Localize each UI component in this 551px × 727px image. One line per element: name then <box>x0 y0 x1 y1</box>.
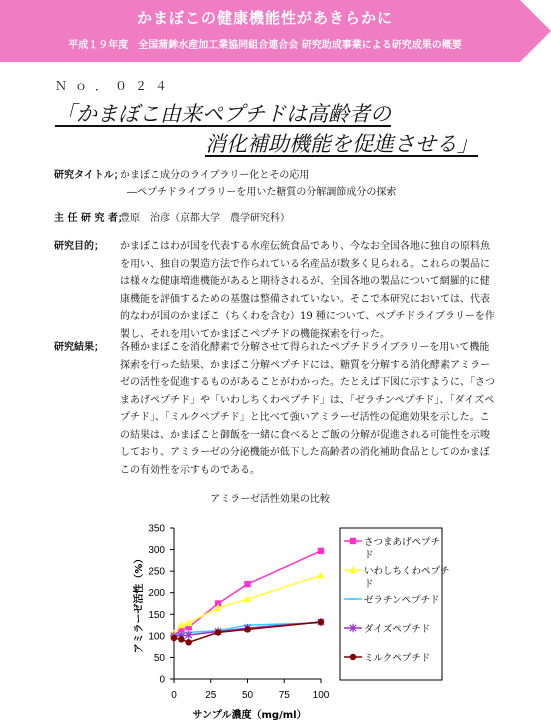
purpose-line: は様々な健康増進機能があると期待されるが、全国各地の製品について網羅的に健 <box>120 276 490 287</box>
y-tick-label: 200 <box>148 588 165 600</box>
x-axis-label: サンプル濃度（mg/ml） <box>192 710 307 721</box>
data-point <box>317 571 324 578</box>
researcher-label: 主 任 研 究 者； <box>54 213 128 224</box>
research-title-label: 研究タイトル； <box>54 170 124 181</box>
legend-label: いわしちくわペプチ <box>364 566 450 577</box>
purpose-line: 的なわが国のかまぼこ（ちくわを含む）19 種について、ペプチドライブラリーを作 <box>120 311 495 322</box>
purpose-line: を用い、独自の製造方法で作られている名産品が数多く見られる。これらの製品に <box>120 258 490 270</box>
x-tick-label: 25 <box>205 690 217 701</box>
legend-label: さつまあげペプチ <box>364 537 441 548</box>
purpose-label: 研究目的； <box>54 241 104 252</box>
purpose-line: かまぼこはわが国を代表する水産伝統食品であり、今なお全国各地に独自の原料魚 <box>120 241 490 252</box>
legend-label: ダイズペプチド <box>364 624 431 635</box>
results-line: の結果は、かまぼこと御飯を一緒に食べるとご飯の分解が促進される可能性を示唆 <box>120 429 490 441</box>
headline-line-2: 消化補助機能を促進させる」 <box>205 132 478 156</box>
data-point <box>318 548 324 554</box>
legend-label: ミルクペプチド <box>364 653 431 664</box>
data-point <box>350 654 356 660</box>
headline-line-1: 「かまぼこ由来ペプチドは高齢者の <box>55 102 391 126</box>
banner-subtitle: 平成１９年度 全国蒲鉾水産加工業協同組合連合会 研究助成事業による研究成果の概要 <box>68 40 462 51</box>
banner-title: かまぼこの健康機能性があきらかに <box>136 9 393 27</box>
x-tick-label: 0 <box>171 690 177 701</box>
y-tick-label: 0 <box>159 674 165 686</box>
legend-label: ゼラチンペプチド <box>364 595 440 606</box>
data-point <box>186 639 192 645</box>
y-tick-label: 150 <box>148 609 165 621</box>
x-tick-label: 100 <box>312 690 330 701</box>
data-point <box>244 581 250 587</box>
research-title-line-2: ―ペプチドライブラリーを用いた糖質の分解調節成分の探索 <box>127 187 397 198</box>
results-line: まあげペプチド」や「いわしちくわペプチド」は、「ゼラチンペプチド」、「ダイズペ <box>120 394 495 406</box>
legend-label: ド <box>364 550 374 561</box>
results-line: 各種かまぼこを消化酵素で分解させて得られたペプチドライブラリーを用いて機能 <box>120 342 490 353</box>
results-label: 研究結果； <box>54 342 104 353</box>
data-point <box>318 619 324 625</box>
purpose-line: 製し、それを用いてかまぼこペプチドの機能探索を行った。 <box>120 328 390 340</box>
chart-title: アミラーゼ活性効果の比較 <box>210 494 330 505</box>
y-axis-label: アミラーゼ活性（%） <box>134 553 145 654</box>
y-tick-label: 100 <box>148 631 165 643</box>
y-tick-label: 250 <box>148 566 165 578</box>
legend-label: ド <box>364 579 374 590</box>
research-title-line-1: かまぼこ成分のライブラリー化とその応用 <box>120 170 310 181</box>
data-point <box>215 629 221 635</box>
data-point <box>350 538 356 544</box>
data-point <box>244 626 250 632</box>
results-line: プチド」、「ミルクペプチド」と比べて強いアミラーゼ活性の促進効果を示した。こ <box>120 412 490 423</box>
document-number: Ｎｏ．０２４ <box>55 79 176 93</box>
y-tick-label: 350 <box>148 523 165 535</box>
results-line: ゼの活性を促進するものがあることがわかった。たとえば下図に示すように、「さつ <box>120 377 495 388</box>
researcher-name: 豊原 治彦（京都大学 農学研究科） <box>120 213 290 224</box>
y-tick-label: 50 <box>153 652 165 664</box>
x-tick-label: 50 <box>241 690 254 701</box>
results-line: この有効性を示すものである。 <box>120 464 260 476</box>
data-point <box>171 635 177 641</box>
y-tick-label: 300 <box>148 545 165 557</box>
purpose-line: 康機能を評価するための基盤は整備されていない。そこで本研究においては、代表 <box>120 293 490 305</box>
results-line: 探索を行った結果、かまぼこ分解ペプチドには、糖質を分解する消化酵素アミラー <box>120 359 490 371</box>
data-point <box>178 636 184 642</box>
x-tick-label: 75 <box>278 690 290 701</box>
results-line: しており、アミラーゼの分泌機能が低下した高齢者の消化補助食品としてのかまぼ <box>120 447 490 458</box>
